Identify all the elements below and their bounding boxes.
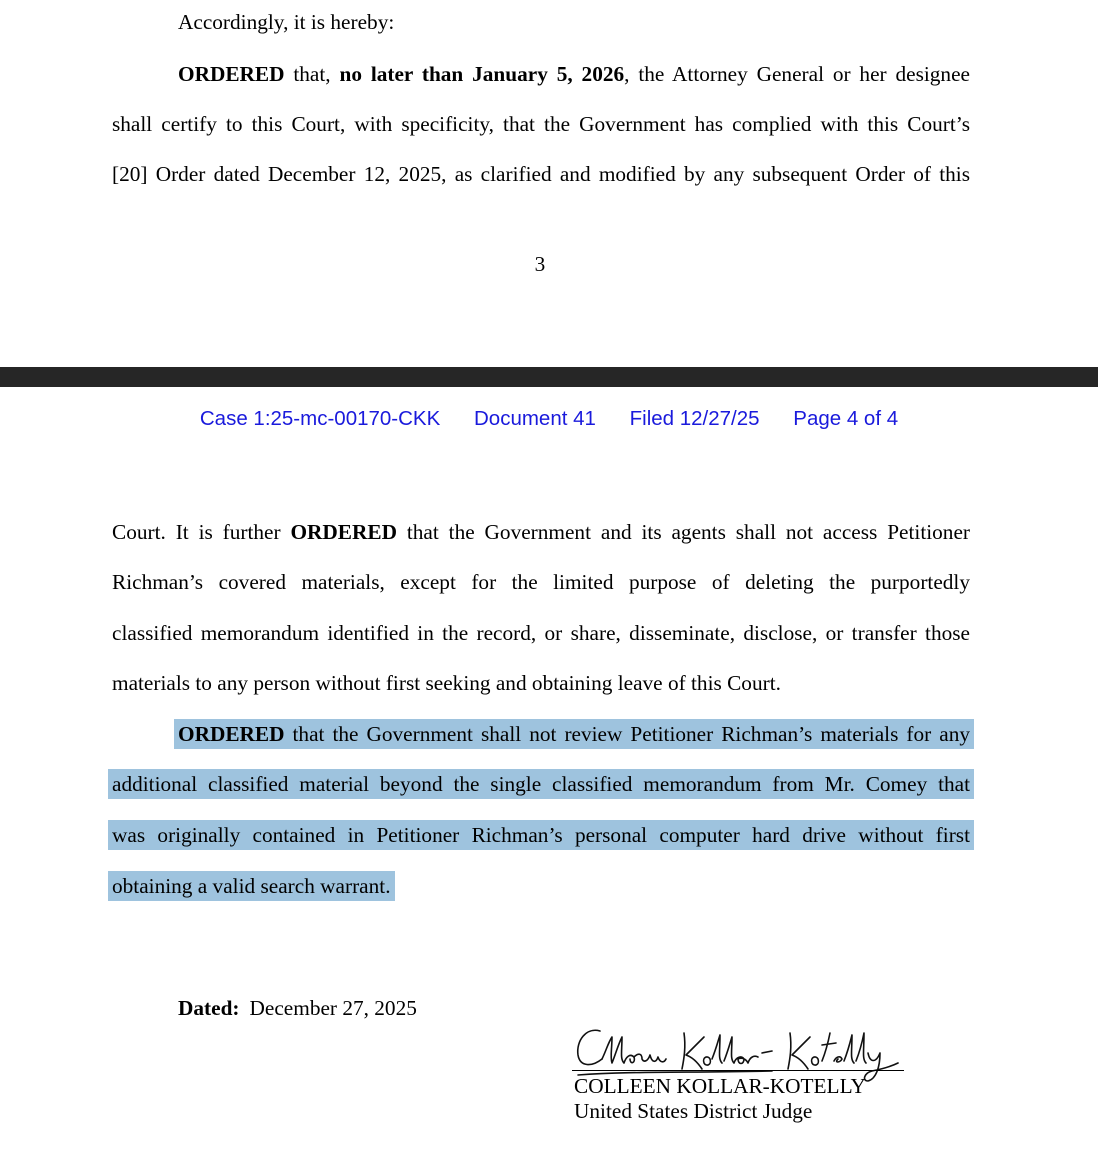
intro-line: Accordingly, it is hereby: — [178, 10, 395, 34]
filed-date: Filed 12/27/25 — [629, 407, 760, 430]
highlighted-text: ORDERED that the Government shall not review Petitioner Richman’s materials for any — [174, 719, 974, 749]
p1-line-4: materials to any person without first seeking and obtaining leave of this Court. — [112, 671, 781, 695]
judge-name: COLLEEN KOLLAR-KOTELLY — [574, 1074, 866, 1098]
case-number: Case 1:25-mc-00170-CKK — [199, 407, 441, 430]
page-3 — [0, 0, 1098, 367]
signature-line — [572, 1070, 904, 1071]
p2-line-2 — [112, 770, 970, 798]
case-header — [0, 407, 1098, 431]
p1-line-3: classified memorandum identified in the record, or share, disseminate, disclose, or transfer those — [112, 621, 970, 645]
dated-label: Dated: — [178, 996, 240, 1020]
p2-line-3 — [112, 821, 970, 849]
p2-line-4 — [112, 872, 970, 900]
order-line-1: ORDERED that, no later than January 5, 2026, the Attorney General or her designee — [178, 62, 970, 86]
highlighted-text: obtaining a valid search warrant. — [108, 871, 395, 901]
document-number: Document 41 — [473, 407, 596, 430]
highlighted-text: additional classified material beyond the single classified memorandum from Mr. Comey that — [108, 769, 974, 799]
p1-line-2: Richman’s covered materials, except for the limited purpose of deleting the purportedly — [112, 570, 970, 594]
p2-line-1 — [178, 720, 970, 748]
highlighted-text: was originally contained in Petitioner Richman’s personal computer hard drive without first — [108, 820, 974, 850]
order-line-2: shall certify to this Court, with specificity, that the Government has complied with this Court’s — [112, 112, 970, 136]
page-indicator: Page 4 of 4 — [793, 407, 899, 430]
page-separator — [0, 367, 1098, 387]
page-number: 3 — [534, 252, 546, 276]
page-4 — [0, 387, 1098, 1150]
judge-title: United States District Judge — [574, 1099, 813, 1123]
order-line-3: [20] Order dated December 12, 2025, as clarified and modified by any subsequent Order of this — [112, 162, 970, 186]
p1-line-1: Court. It is further ORDERED that the Government and its agents shall not access Petitioner — [112, 520, 970, 544]
dated-line — [178, 996, 417, 1021]
dated-value: December 27, 2025 — [249, 996, 417, 1020]
